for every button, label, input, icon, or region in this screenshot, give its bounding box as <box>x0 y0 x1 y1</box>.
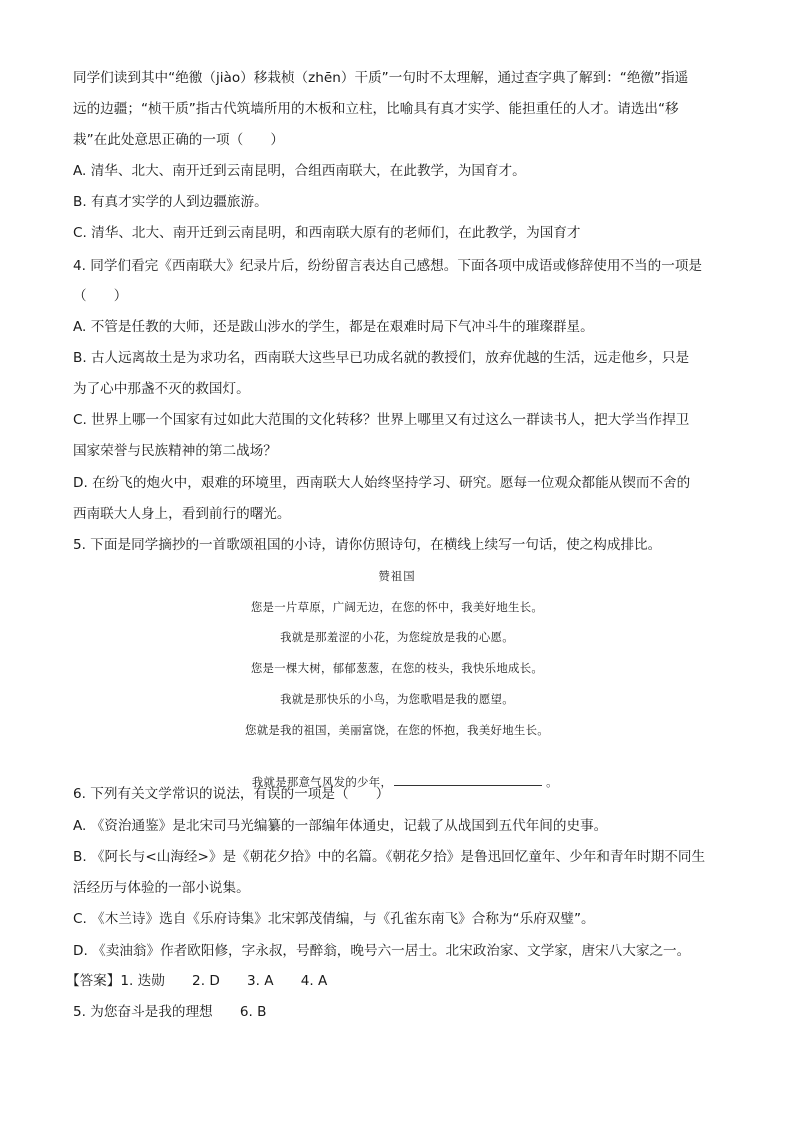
intro-line-1: 同学们读到其中“绝徼（jiào）移栽桢（zhēn）干质”一句时不太理解，通过查字典了解到：“绝徼”指遥 <box>73 70 689 86</box>
q6-option-c: C. 《木兰诗》选自《乐府诗集》北宋郭茂倩编，与《孔雀东南飞》合称为“乐府双璧”。 <box>73 911 595 927</box>
q5-stem: 5. 下面是同学摘抄的一首歌颂祖国的小诗，请你仿照诗句，在横线上续写一句话，使之构成排比。 <box>73 537 662 553</box>
q6-option-d: D. 《卖油翁》作者欧阳修，字永叔，号醉翁，晚号六一居士。北宋政治家、文学家，唐宋八大家之一。 <box>73 943 691 959</box>
q4-option-c-line-2: 国家荣誉与民族精神的第二战场？ <box>73 443 277 459</box>
q4-stem-line-1: 4. 同学们看完《西南联大》纪录片后，纷纷留言表达自己感想。下面各项中成语或修辞使用不当的一项是 <box>73 258 703 274</box>
answers-values-1: 1. 迭勋 2. D 3. A 4. A <box>120 973 328 989</box>
poem-line-3: 您是一棵大树，郁郁葱葱，在您的枝头，我快乐地成长。 <box>250 661 544 675</box>
q3-option-a: A. 清华、北大、南开迁到云南昆明，合组西南联大，在此教学，为国育才。 <box>73 163 526 179</box>
answers-line-2: 5. 为您奋斗是我的理想 6. B <box>73 1004 267 1020</box>
answers-tag: 【答案】 <box>66 973 121 989</box>
poem-title: 赞祖国 <box>378 569 416 583</box>
q4-option-d-line-2: 西南联大人身上，看到前行的曙光。 <box>73 506 291 522</box>
answers-line-1 <box>66 971 726 991</box>
q4-option-b-line-1: B. 古人远离故土是为求功名，西南联大这些早已功成名就的教授们，放弃优越的生活，远走他乡，只是 <box>73 350 690 366</box>
q3-option-c: C. 清华、北大、南开迁到云南昆明，和西南联大原有的老师们，在此教学，为国育才 <box>73 225 581 241</box>
poem-line-6-suffix: 。 <box>546 775 558 789</box>
q6-stem: 6. 下列有关文学常识的说法，有误的一项是（ ） <box>73 786 390 802</box>
poem-line-1: 您是一片草原，广阔无边，在您的怀中，我美好地生长。 <box>250 600 544 614</box>
q3-option-b: B. 有真才实学的人到边疆旅游。 <box>73 194 268 210</box>
q4-option-b-line-2: 为了心中那盏不灭的救国灯。 <box>73 381 250 397</box>
poem-line-2: 我就是那羞涩的小花，为您绽放是我的心愿。 <box>280 630 514 644</box>
poem-line-6-prefix: 我就是那意气风发的少年， <box>251 775 393 789</box>
q4-stem-line-2: （ ） <box>73 288 128 304</box>
q6-option-b-line-2: 活经历与体验的一部小说集。 <box>73 880 250 896</box>
q4-option-d-line-1: D. 在纷飞的炮火中，艰难的环境里，西南联大人始终坚持学习、研究。愿每一位观众都能从锲而不舍的 <box>73 475 691 491</box>
intro-line-2: 远的边疆；“桢干质”指古代筑墙所用的木板和立柱，比喻具有真才实学、能担重任的人才。请选出“移 <box>73 101 679 117</box>
q6-option-a: A. 《资治通鉴》是北宋司马光编纂的一部编年体通史，记载了从战国到五代年间的史事。 <box>73 818 608 834</box>
q4-option-a: A. 不管是任教的大师，还是跋山涉水的学生，都是在艰难时局下气冲斗牛的璀璨群星。 <box>73 319 594 335</box>
intro-line-3: 栽”在此处意思正确的一项（ ） <box>73 132 284 148</box>
q6-option-b-line-1: B. 《阿长与<山海经>》是《朝花夕拾》中的名篇。《朝花夕拾》是鲁迅回忆童年、少年和青年时期不同生 <box>73 849 706 865</box>
q4-option-c-line-1: C. 世界上哪一个国家有过如此大范围的文化转移？世界上哪里又有过这么一群读书人，把大学当作捍卫 <box>73 412 690 428</box>
poem-line-4: 我就是那快乐的小鸟，为您歌唱是我的愿望。 <box>280 692 514 706</box>
poem-line-5: 您就是我的祖国，美丽富饶，在您的怀抱，我美好地生长。 <box>245 723 549 737</box>
